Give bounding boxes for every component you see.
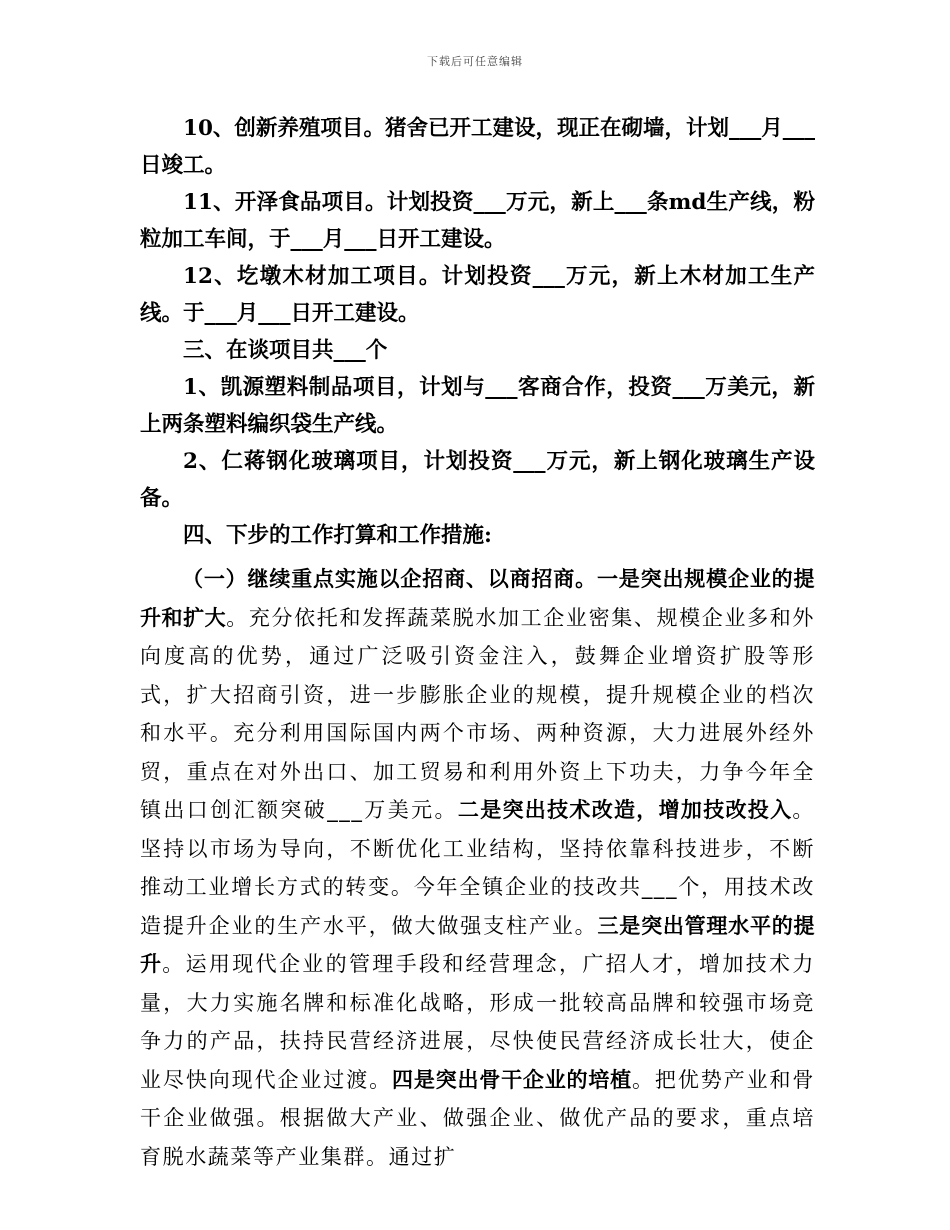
- paragraph-project-10: 10、创新养殖项目。猪舍已开工建设，现正在砌墙，计划___月___日竣工。: [140, 116, 815, 178]
- project-list-section: [140, 110, 815, 554]
- measure-heading-4: 四是突出骨干企业的培植: [392, 1066, 632, 1092]
- measure-text-3: 。运用现代企业的管理手段和经营理念，广招人才，增加技术力量，大力实施名牌和标准化战略，形成一批较高品牌和较强市场竞争力的产品，扶持民营经济进展，尽快使民营经济成长壮大，使企业尽快向现代企业过渡。: [140, 952, 815, 1092]
- measure-text-2: 。坚持以市场为导向，不断优化工业结构，坚持依靠科技进步，不断推动工业增长方式的转变。今年全镇企业的技改共___个，用技术改造提升企业的生产水平，做大做强支柱产业。: [140, 798, 816, 938]
- paragraph-talks-2: 2、仁蒋钢化玻璃项目，计划投资___万元，新上钢化玻璃生产设备。: [140, 449, 815, 511]
- measure-heading-1: （一）继续重点实施以企招商、以商招商。一是突出规模企业的提升和扩大: [140, 566, 815, 630]
- measure-heading-3: 三是突出管理水平的提升: [140, 912, 815, 976]
- measures-section: [140, 560, 815, 1176]
- paragraph-project-11: 11、开泽食品项目。计划投资___万元，新上___条md生产线，粉粒加工车间，于___月___日开工建设。: [140, 190, 815, 252]
- heading-projects-in-talks: 三、在谈项目共___个: [183, 338, 388, 363]
- heading-next-steps: 四、下步的工作打算和工作措施:: [183, 523, 492, 548]
- measure-heading-2: 二是突出技术改造，增加技改投入: [457, 797, 793, 822]
- page-header: 下载后可任意编辑: [427, 55, 523, 68]
- measure-text-4: 。把优势产业和骨干企业做强。根据做大产业、做强企业、做优产品的要求，重点培育脱水蔬菜等产业集群。通过扩: [140, 1067, 815, 1169]
- paragraph-project-12: 12、圪墩木材加工项目。计划投资___万元，新上木材加工生产线。于___月___日开工建设。: [140, 264, 815, 326]
- measure-text-1: 。充分依托和发挥蔬菜脱水加工企业密集、规模企业多和外向度高的优势，通过广泛吸引资金注入，鼓舞企业增资扩股等形式，扩大招商引资，进一步膨胀企业的规模，提升规模企业的档次和水平。充分利用国际国内两个市场、两种资源，大力进展外经外贸，重点在对外出口、加工贸易和利用外资上下功夫，力争今年全镇出口创汇额突破___万美元。: [140, 605, 815, 822]
- paragraph-measures: [140, 560, 815, 1176]
- paragraph-talks-1: 1、凯源塑料制品项目，计划与___客商合作，投资___万美元，新上两条塑料编织袋生产线。: [140, 375, 815, 437]
